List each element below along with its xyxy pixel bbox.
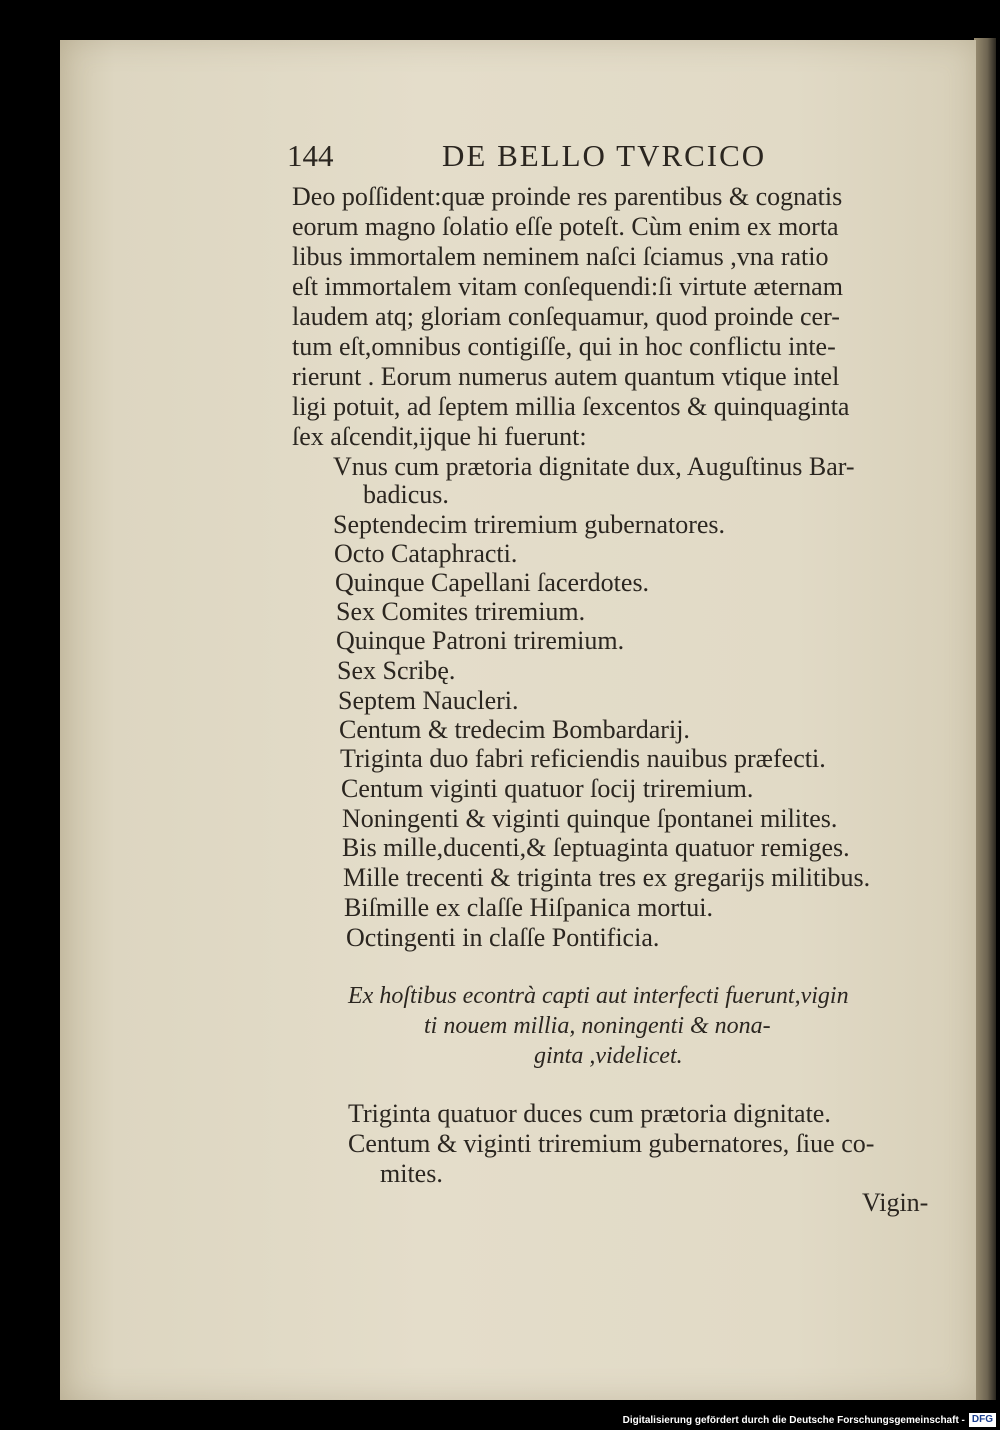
list-line: Biſmille ex claſſe Hiſpanica mortui.: [344, 893, 713, 922]
paragraph-line: tum eſt,omnibus contigiſſe, qui in hoc conflictu inte-: [292, 332, 836, 361]
list-line: Vnus cum prætoria dignitate dux, Auguſtinus Bar-: [333, 452, 855, 481]
paragraph-line: eorum magno ſolatio eſſe poteſt. Cùm enim ex morta: [292, 212, 839, 241]
list-line: Triginta quatuor duces cum prætoria dignitate.: [348, 1099, 831, 1128]
paragraph-line: ligi potuit, ad ſeptem millia ſexcentos & quinquaginta: [292, 392, 850, 421]
paragraph-line: laudem atq; gloriam conſequamur, quod proinde cer-: [292, 302, 840, 331]
list-line: Octo Cataphracti.: [334, 539, 518, 568]
paragraph-line: eſt immortalem vitam conſequendi:ſi virtute æternam: [292, 272, 843, 301]
list-line: Quinque Patroni triremium.: [336, 626, 625, 655]
list-line: Octingenti in claſſe Pontificia.: [346, 923, 660, 952]
list-line: Noningenti & viginti quinque ſpontanei milites.: [342, 804, 838, 833]
list-line: Triginta duo fabri reficiendis nauibus præfecti.: [340, 744, 826, 773]
page-edge: [974, 38, 996, 1400]
list-line: mites.: [380, 1159, 443, 1188]
list-line: Quinque Capellani ſacerdotes.: [335, 568, 650, 597]
footer-credit: Digitalisierung gefördert durch die Deutsche Forschungsgemeinschaft -: [622, 1414, 965, 1426]
italic-line: ti nouem millia, noningenti & nona-: [424, 1013, 771, 1039]
paragraph-line: rierunt . Eorum numerus autem quantum vtique intel: [292, 362, 840, 391]
paragraph-line: libus immortalem neminem naſci ſciamus ,vna ratio: [292, 242, 829, 271]
footer: [623, 1412, 996, 1428]
list-line: Centum viginti quatuor ſocij triremium.: [341, 774, 754, 803]
running-title: DE BELLO TVRCICO: [442, 138, 767, 173]
list-line: Sex Comites triremium.: [336, 597, 586, 626]
list-line: Septem Naucleri.: [338, 686, 519, 715]
paragraph-line: ſex aſcendit,ijque hi fuerunt:: [292, 422, 587, 451]
list-line: Bis mille,ducenti,& ſeptuaginta quatuor remiges.: [342, 833, 850, 862]
dfg-logo: DFG: [969, 1413, 996, 1427]
list-line: Mille trecenti & triginta tres ex gregarijs militibus.: [343, 863, 871, 892]
paragraph-line: Deo poſſident:quæ proinde res parentibus & cognatis: [292, 182, 843, 211]
page-number: 144: [287, 138, 334, 173]
list-line: Septendecim triremium gubernatores.: [333, 510, 726, 539]
list-line: badicus.: [363, 480, 449, 509]
catchword: Vigin-: [862, 1188, 929, 1217]
italic-line: Ex hoſtibus econtrà capti aut interfecti fuerunt,vigin: [348, 983, 849, 1009]
list-line: Centum & tredecim Bombardarij.: [339, 715, 690, 744]
italic-line: ginta ,videlicet.: [534, 1043, 683, 1069]
list-line: Sex Scribę.: [337, 656, 456, 685]
list-line: Centum & viginti triremium gubernatores, ſiue co-: [348, 1129, 875, 1158]
